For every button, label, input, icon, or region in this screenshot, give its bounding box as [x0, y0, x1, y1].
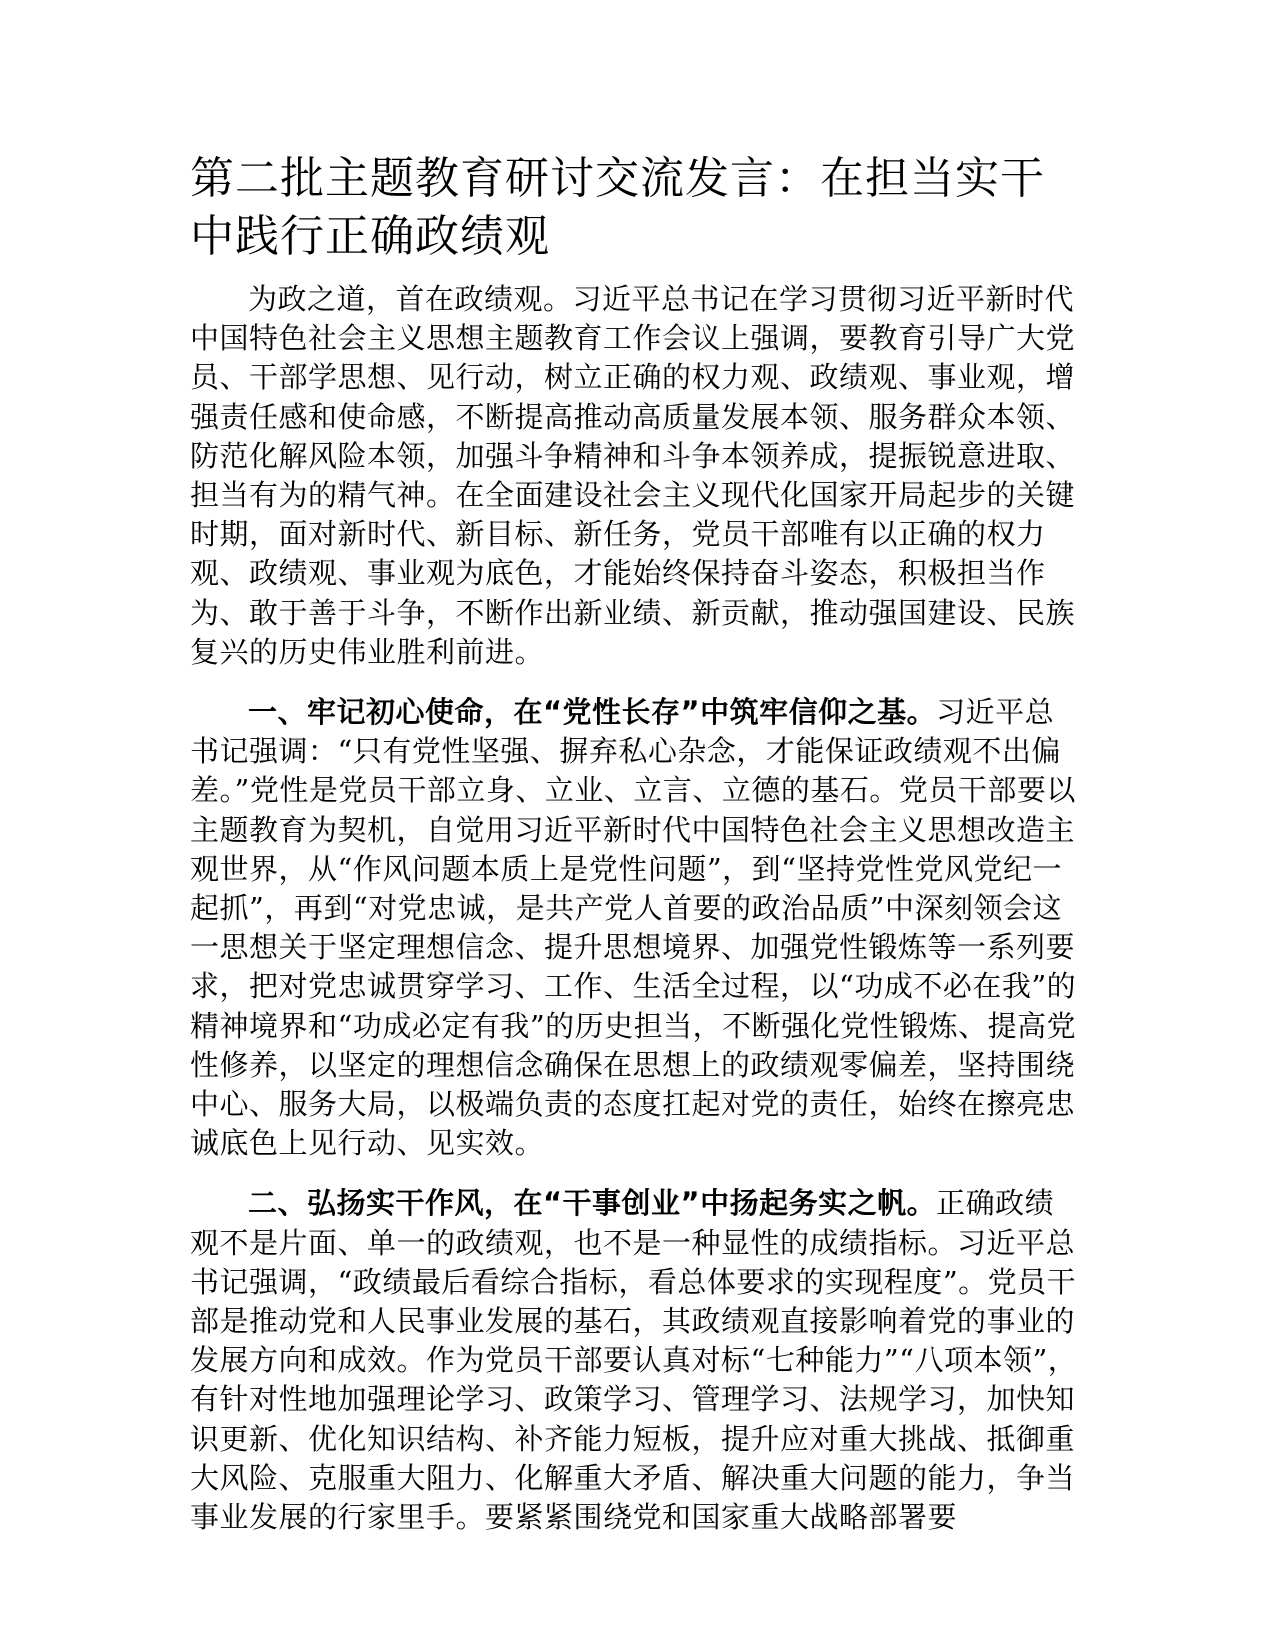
section-heading: 一、牢记初心使命，在“党性长存”中筑牢信仰之基。 [248, 695, 937, 730]
paragraph-section-2 [190, 1184, 1080, 1537]
paragraph-intro [190, 280, 1080, 672]
section-heading: 二、弘扬实干作风，在“干事创业”中扬起务实之帆。 [248, 1186, 937, 1221]
paragraph-text: 习近平总书记强调：“只有党性坚强、摒弃私心杂念，才能保证政绩观不出偏差。”党性是党员干部立身、立业、立言、立德的基石。党员干部要以主题教育为契机，自觉用习近平新时代中国特色社会主义思想改造主观世界，从“作风问题本质上是党性问题”，到“坚持党性党风党纪一起抓”，再到“对党忠诚，是共产党人首要的政治品质”中深刻领会这一思想关于坚定理想信念、提升思想境界、加强党性锻炼等一系列要求，把对党忠诚贯穿学习、工作、生活全过程，以“功成不必在我”的精神境界和“功成必定有我”的历史担当，不断强化党性锻炼、提高党性修养，以坚定的理想信念确保在思想上的政绩观零偏差，坚持围绕中心、服务大局，以极端负责的态度扛起对党的责任，始终在擦亮忠诚底色上见行动、见实效。 [190, 695, 1077, 1161]
document-title: 第二批主题教育研讨交流发言：在担当实干中践行正确政绩观 [190, 153, 1045, 262]
paragraph-section-1 [190, 693, 1080, 1163]
document-page [190, 150, 1080, 1558]
paragraph-text: 正确政绩观不是片面、单一的政绩观，也不是一种显性的成绩指标。习近平总书记强调，“政绩最后看综合指标，看总体要求的实现程度”。党员干部是推动党和人民事业发展的基石，其政绩观直接影响着党的事业的发展方向和成效。作为党员干部要认真对标“七种能力”“八项本领”，有针对性地加强理论学习、政策学习、管理学习、法规学习，加快知识更新、优化知识结构、补齐能力短板，提升应对重大挑战、抵御重大风险、克服重大阻力、化解重大矛盾、解决重大问题的能力，争当事业发展的行家里手。要紧紧围绕党和国家重大战略部署要 [190, 1186, 1078, 1535]
paragraph-text: 为政之道，首在政绩观。习近平总书记在学习贯彻习近平新时代中国特色社会主义思想主题教育工作会议上强调，要教育引导广大党员、干部学思想、见行动，树立正确的权力观、政绩观、事业观，增强责任感和使命感，不断提高推动高质量发展本领、服务群众本领、防范化解风险本领，加强斗争精神和斗争本领养成，提振锐意进取、担当有为的精气神。在全面建设社会主义现代化国家开局起步的关键时期，面对新时代、新目标、新任务，党员干部唯有以正确的权力观、政绩观、事业观为底色，才能始终保持奋斗姿态，积极担当作为、敢于善于斗争，不断作出新业绩、新贡献，推动强国建设、民族复兴的历史伟业胜利前进。 [190, 282, 1076, 669]
